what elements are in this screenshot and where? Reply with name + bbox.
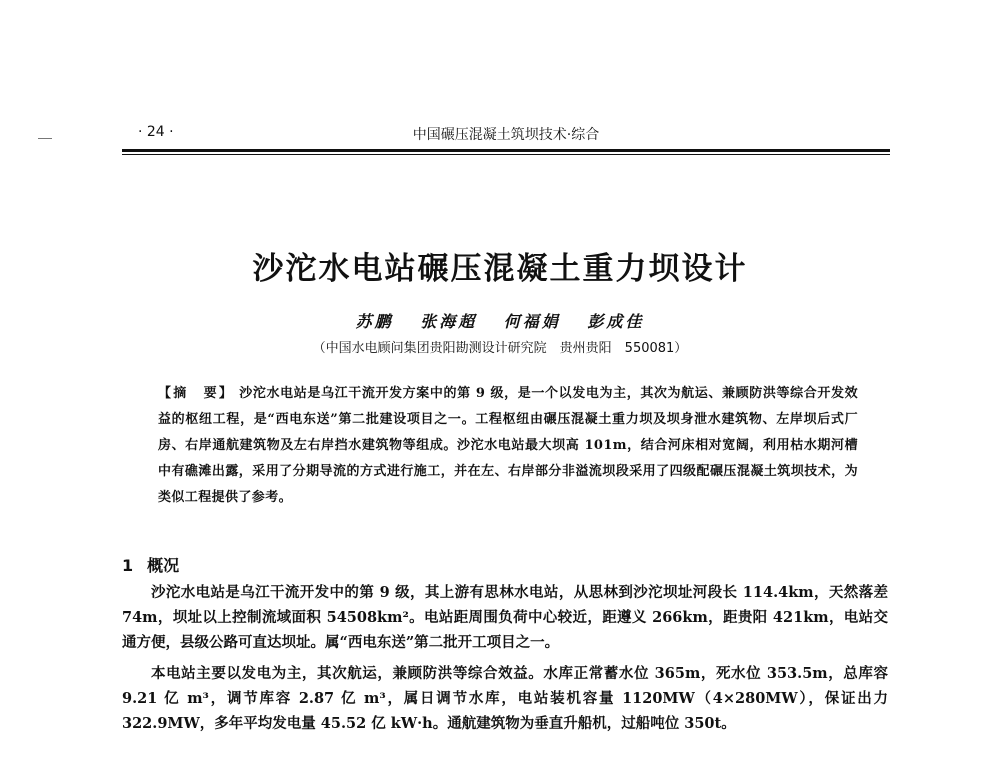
- section-number: 1: [122, 556, 134, 575]
- page-number: · 24 ·: [138, 124, 174, 140]
- abstract-label: 【摘 要】: [158, 386, 235, 401]
- running-head: 中国碾压混凝土筑坝技术·综合: [412, 127, 600, 143]
- paper-title: 沙沱水电站碾压混凝土重力坝设计: [252, 251, 748, 287]
- scan-mark: [38, 138, 52, 139]
- section-heading: [122, 553, 179, 576]
- body-paragraph: 沙沱水电站是乌江干流开发中的第 9 级，其上游有思林水电站，从思林到沙沱坝址河段长 114.4km，天然落差 74m，坝址以上控制流域面积 54508km²。电站距周围负荷中心较近，距遵义 266km，距贵阳 421km，电站交通方便，县级公路可直达坝址。属“西电东送”第二批开工项目之一。: [122, 584, 888, 651]
- header-rule-thin: [122, 154, 890, 155]
- section-title: 概况: [147, 556, 180, 575]
- abstract: [158, 381, 858, 511]
- page-header: [122, 124, 890, 146]
- abstract-text: 沙沱水电站是乌江干流开发方案中的第 9 级，是一个以发电为主，其次为航运、兼顾防洪等综合开发效益的枢纽工程，是“西电东送”第二批建设项目之一。工程枢纽由碾压混凝土重力坝及坝身泄水建筑物、左岸坝后式厂房、右岸通航建筑物及左右岸挡水建筑物等组成。沙沱水电站最大坝高 101m，结合河床相对宽阔，利用枯水期河槽中有礁滩出露，采用了分期导流的方式进行施工，并在左、右岸部分非溢流坝段采用了四级配碾压混凝土筑坝技术，为类似工程提供了参考。: [158, 386, 858, 505]
- body-paragraph: 本电站主要以发电为主，其次航运，兼顾防洪等综合效益。水库正常蓄水位 365m，死水位 353.5m，总库容 9.21 亿 m³，调节库容 2.87 亿 m³，属日调节水库，电站装机容量 1120MW（4×280MW），保证出力 322.9MW，多年平均发电量 45.52 亿 kW·h。通航建筑物为垂直升船机，过船吨位 350t。: [122, 665, 888, 732]
- affiliation: （中国水电顾问集团贵阳勘测设计研究院 贵州贵阳 550081）: [312, 341, 688, 356]
- header-rule-thick: [122, 149, 890, 152]
- authors: 苏鹏 张海超 何福娟 彭成佳: [355, 312, 645, 331]
